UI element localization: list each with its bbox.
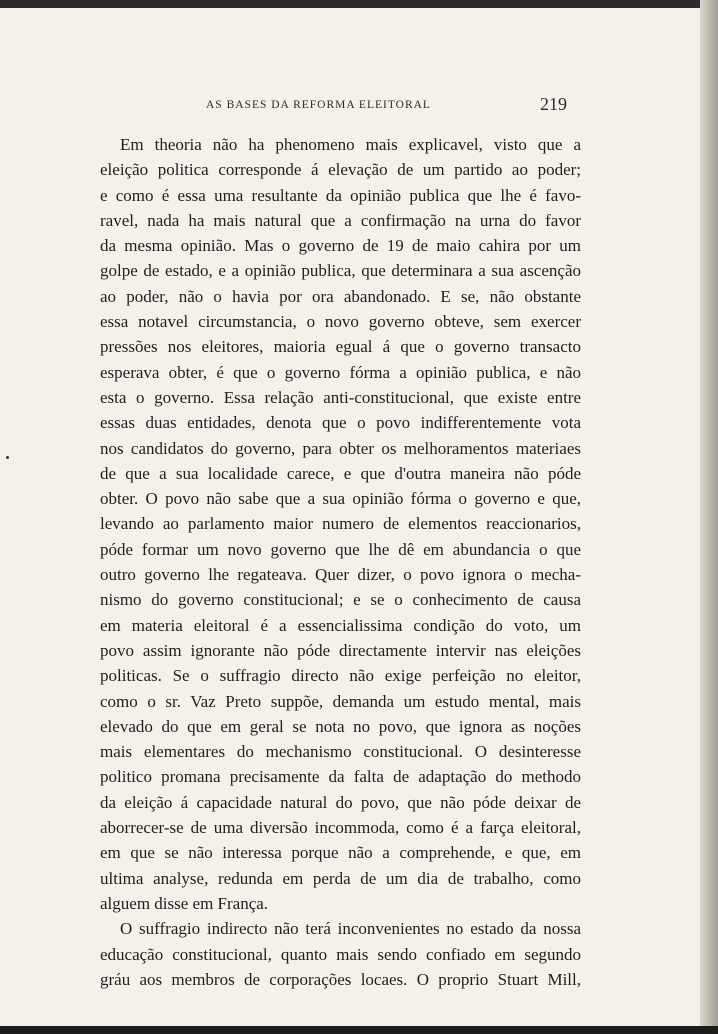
text-line: essas duas entidades, denota que o povo indifferentemente vota bbox=[100, 413, 581, 433]
text-line: eleição politica corresponde á elevação de um partido ao poder; bbox=[100, 160, 581, 180]
text-line: nismo do governo constitucional; e se o conhecimento de causa bbox=[100, 590, 581, 610]
text-line: da eleição á capacidade natural do povo, que não póde deixar de bbox=[100, 792, 581, 812]
text-line: povo assim ignorante não póde directamente intervir nas eleições bbox=[100, 640, 581, 660]
text-line: esperava obter, é que o governo fórma a opinião publica, e não bbox=[100, 362, 581, 382]
text-line: aborrecer-se de uma diversão incommoda, como é a farça eleitoral, bbox=[100, 818, 581, 838]
text-line: essa notavel circumstancia, o novo governo obteve, sem exercer bbox=[100, 312, 581, 332]
book-page bbox=[0, 8, 700, 1026]
text-line: ao poder, não o havia por ora abandonado. E se, não obstante bbox=[100, 286, 581, 306]
text-line: mais elementares do mechanismo constitucional. O desinteresse bbox=[100, 742, 581, 762]
running-head: AS BASES DA REFORMA ELEITORAL bbox=[206, 99, 431, 111]
text-line: pressões nos eleitores, maioria egual á que o governo transacto bbox=[100, 337, 581, 357]
text-line: alguem disse em França. bbox=[100, 893, 269, 913]
text-line: póde formar um novo governo que lhe dê em abundancia o que bbox=[100, 539, 581, 559]
page-edge bbox=[700, 0, 718, 1034]
text-line: de que a sua localidade carece, e que d'outra maneira não póde bbox=[100, 463, 581, 483]
text-line: golpe de estado, e a opinião publica, que determinara a sua ascenção bbox=[100, 261, 581, 281]
text-line: Em theoria não ha phenomeno mais explicavel, visto que a bbox=[120, 135, 581, 154]
text-line: ravel, nada ha mais natural que a confirmação na urna do favor bbox=[100, 210, 581, 230]
text-line: politicas. Se o suffragio directo não exige perfeição no eleitor, bbox=[100, 666, 581, 686]
text-line: O suffragio indirecto não terá inconvenientes no estado da nossa bbox=[120, 919, 581, 939]
text-line: educação constitucional, quanto mais sendo confiado em segundo bbox=[100, 944, 581, 964]
text-line: outro governo lhe regateava. Quer dizer, o povo ignora o mecha- bbox=[100, 565, 581, 585]
text-line: levando ao parlamento maior numero de elementos reaccionarios, bbox=[100, 514, 581, 534]
scan-border bbox=[0, 1026, 718, 1034]
margin-mark bbox=[6, 456, 9, 459]
text-line: politico promana precisamente da falta de adaptação do methodo bbox=[100, 767, 581, 787]
text-line: gráu aos membros de corporações locaes. O proprio Stuart Mill, bbox=[100, 969, 581, 989]
text-line: esta o governo. Essa relação anti-constitucional, que existe entre bbox=[100, 387, 581, 407]
text-line: e como é essa uma resultante da opinião publica que lhe é favo- bbox=[100, 185, 581, 205]
text-line: ultima analyse, redunda em perda de um dia de trabalho, como bbox=[100, 868, 581, 888]
text-line: da mesma opinião. Mas o governo de 19 de maio cahira por um bbox=[100, 236, 581, 256]
text-line: em que se não interessa porque não a comprehende, e que, em bbox=[100, 843, 581, 863]
text-line: em materia eleitoral é a essencialissima condição do voto, um bbox=[100, 615, 581, 635]
text-line: como o sr. Vaz Preto suppõe, demanda um estudo mental, mais bbox=[100, 691, 581, 711]
text-line: obter. O povo não sabe que a sua opinião fórma o governo e que, bbox=[100, 489, 581, 509]
text-line: nos candidatos do governo, para obter os melhoramentos materiaes bbox=[100, 438, 581, 458]
page-number: 219 bbox=[540, 94, 567, 114]
text-line: elevado do que em geral se nota no povo, que ignora as noções bbox=[100, 716, 581, 736]
body-text bbox=[100, 132, 581, 992]
